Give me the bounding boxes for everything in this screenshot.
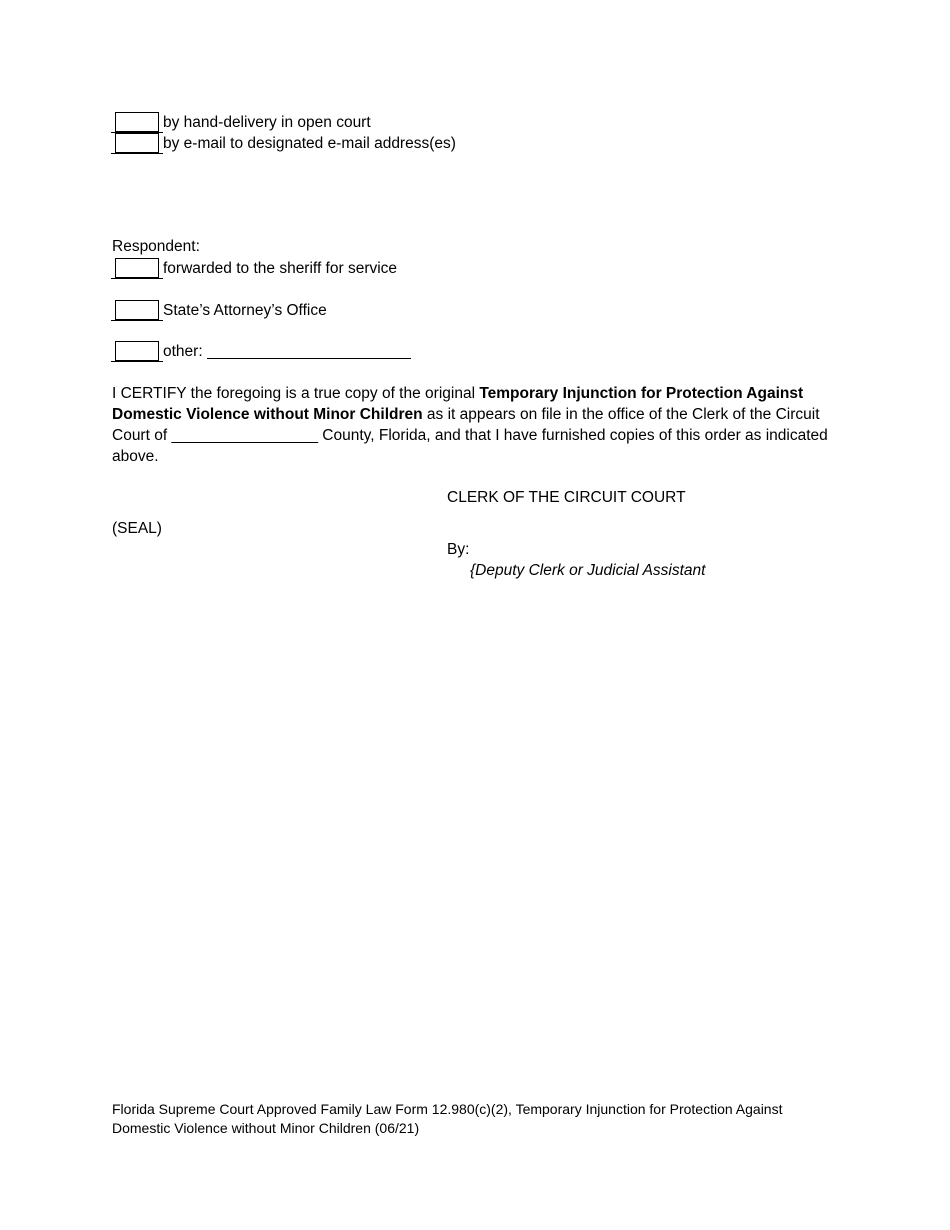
state-attorney-row xyxy=(112,300,327,321)
other-label: other: xyxy=(163,343,203,360)
county-blank[interactable]: _________________ xyxy=(171,427,318,444)
email-label: by e-mail to designated e-mail address(es) xyxy=(163,135,456,152)
hand-delivery-checkbox[interactable] xyxy=(115,112,159,131)
email-row xyxy=(112,133,456,154)
state-attorney-checkbox[interactable] xyxy=(115,300,159,319)
sheriff-checkbox[interactable] xyxy=(115,258,159,277)
state-attorney-label: State’s Attorney’s Office xyxy=(163,302,327,319)
clerk-title: CLERK OF THE CIRCUIT COURT xyxy=(447,489,686,506)
email-checkbox[interactable] xyxy=(115,133,159,152)
certification-suffix: County, Florida, and that I have furnished copies of this order as indicated above. xyxy=(112,427,828,465)
deputy-clerk-label: {Deputy Clerk or Judicial Assistant xyxy=(470,562,706,579)
hand-delivery-row xyxy=(112,112,371,133)
respondent-heading: Respondent: xyxy=(112,238,200,255)
form-footer: Florida Supreme Court Approved Family Law Form 12.980(c)(2), Temporary Injunction for Protection Against Domestic Violence without Minor Children (06/21) xyxy=(112,1101,783,1136)
hand-delivery-label: by hand-delivery in open court xyxy=(163,114,371,131)
sheriff-row xyxy=(112,258,397,279)
certification-prefix: I CERTIFY the foregoing is a true copy of the original xyxy=(112,385,480,402)
certification-paragraph xyxy=(112,383,840,467)
certification-form-title: Temporary Injunction for Protection Against Domestic Violence without Minor Children xyxy=(112,385,804,423)
sheriff-label: forwarded to the sheriff for service xyxy=(163,260,398,277)
certification-middle: as it appears on file in the office of the Clerk of the Circuit Court of xyxy=(112,406,820,444)
other-blank-line[interactable] xyxy=(207,344,411,359)
other-checkbox[interactable] xyxy=(115,341,159,360)
seal-label: (SEAL) xyxy=(112,520,162,537)
by-label: By: xyxy=(447,541,470,558)
other-row xyxy=(112,341,411,362)
